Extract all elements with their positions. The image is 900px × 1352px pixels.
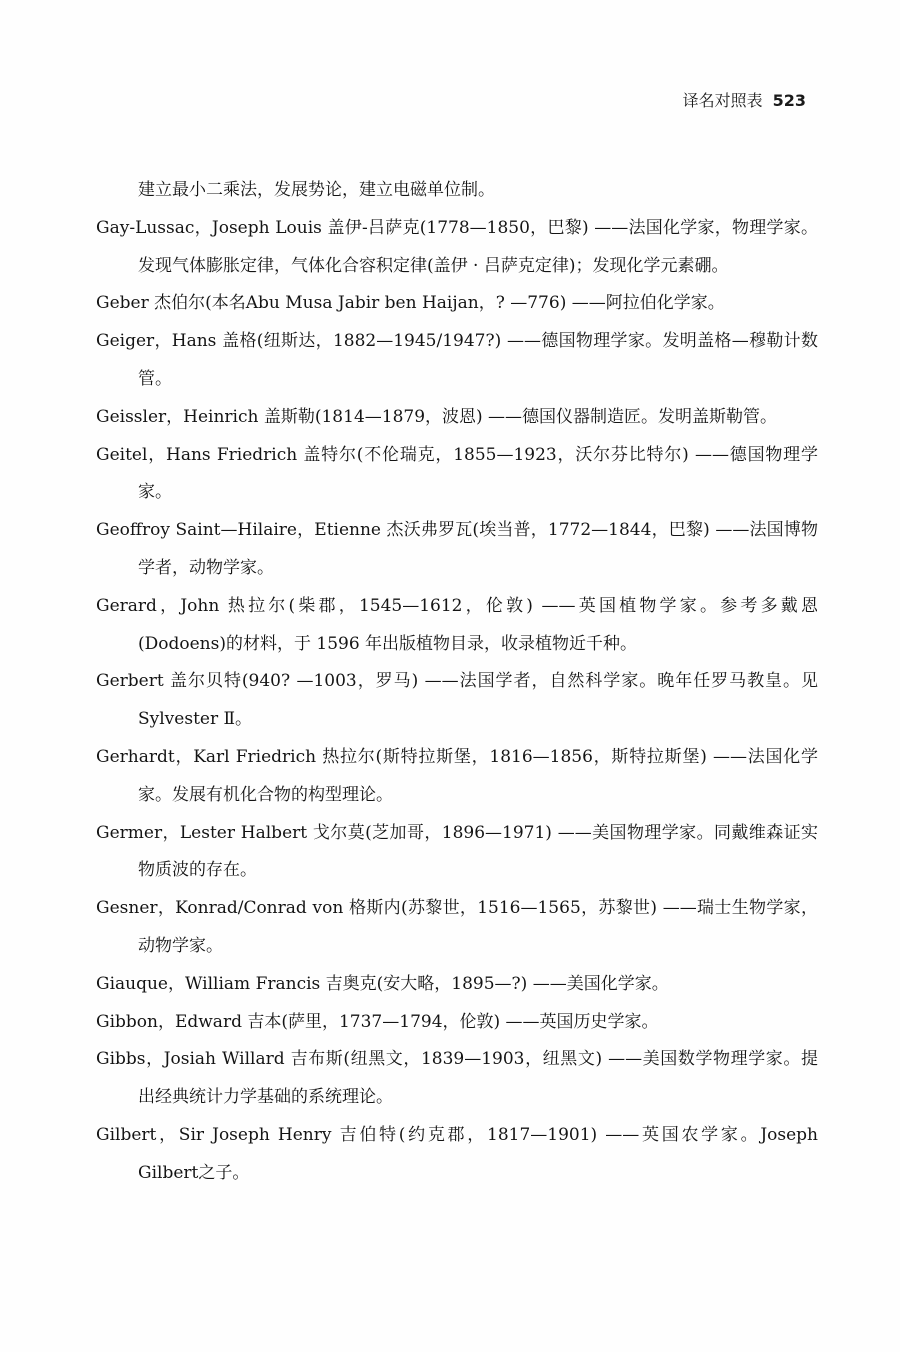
glossary-entry-geitel: Geitel，Hans Friedrich 盖特尔(不伦瑞克，1855—1923，沃尔芬比特尔) ——德国物理学家。 [96, 444, 818, 503]
glossary-entry-gilbert: Gilbert，Sir Joseph Henry 吉伯特(约克郡，1817—1901) ——英国农学家。Joseph Gilbert之子。 [96, 1124, 818, 1183]
glossary-entry-gesner: Gesner，Konrad/Conrad von 格斯内(苏黎世，1516—1565，苏黎世) ——瑞士生物学家，动物学家。 [96, 898, 818, 956]
glossary-entry-gibbs: Gibbs，Josiah Willard 吉布斯(纽黑文，1839—1903，纽黑文) ——美国数学物理学家。提出经典统计力学基础的系统理论。 [96, 1049, 818, 1108]
glossary-entry-continuation: 建立最小二乘法，发展势论，建立电磁单位制。 [138, 180, 495, 200]
glossary-entry-geissler: Geissler，Heinrich 盖斯勒(1814—1879，波恩) ——德国仪器制造匠。发明盖斯勒管。 [96, 406, 778, 427]
glossary-entry-geber: Geber 杰伯尔(本名Abu Musa Jabir ben Haijan，? —776) ——阿拉伯化学家。 [96, 293, 725, 314]
glossary-entry-giauque: Giauque，William Francis 吉奥克(安大略，1895—?) ——美国化学家。 [96, 973, 669, 994]
glossary-entry-germer: Germer，Lester Halbert 戈尔莫(芝加哥，1896—1971) ——美国物理学家。同戴维森证实物质波的存在。 [96, 822, 818, 881]
glossary-entry-gerard: Gerard，John 热拉尔(柴郡，1545—1612，伦敦) ——英国植物学家。参考多戴恩(Dodoens)的材料，于 1596 年出版植物目录，收录植物近千种。 [96, 595, 818, 654]
glossary-entry-geiger: Geiger，Hans 盖格(纽斯达，1882—1945/1947?) ——德国物理学家。发明盖格—穆勒计数管。 [96, 331, 818, 389]
glossary-entry-gerbert: Gerbert 盖尔贝特(940? —1003，罗马) ——法国学者，自然科学家。晚年任罗马教皇。见Sylvester Ⅱ。 [96, 671, 818, 730]
running-head [683, 88, 806, 111]
glossary-entry-gerhardt: Gerhardt，Karl Friedrich 热拉尔(斯特拉斯堡，1816—1856，斯特拉斯堡) ——法国化学家。发展有机化合物的构型理论。 [96, 746, 818, 805]
glossary-entry-gibbon: Gibbon，Edward 吉本(萨里，1737—1794，伦敦) ——英国历史学家。 [96, 1011, 659, 1032]
running-head-title: 译名对照表 [682, 91, 763, 110]
glossary-entry-gay-lussac: Gay-Lussac，Joseph Louis 盖伊-吕萨克(1778—1850，巴黎) ——法国化学家，物理学家。发现气体膨胀定律，气体化合容积定律(盖伊 · 吕萨克定律)；发现化学元素硼。 [96, 217, 818, 276]
glossary-body [96, 172, 818, 1193]
glossary-entry-geoffroy: Geoffroy Saint—Hilaire，Etienne 杰沃弗罗瓦(埃当普，1772—1844，巴黎) ——法国博物学者，动物学家。 [96, 520, 818, 578]
page-number: 523 [772, 91, 806, 110]
